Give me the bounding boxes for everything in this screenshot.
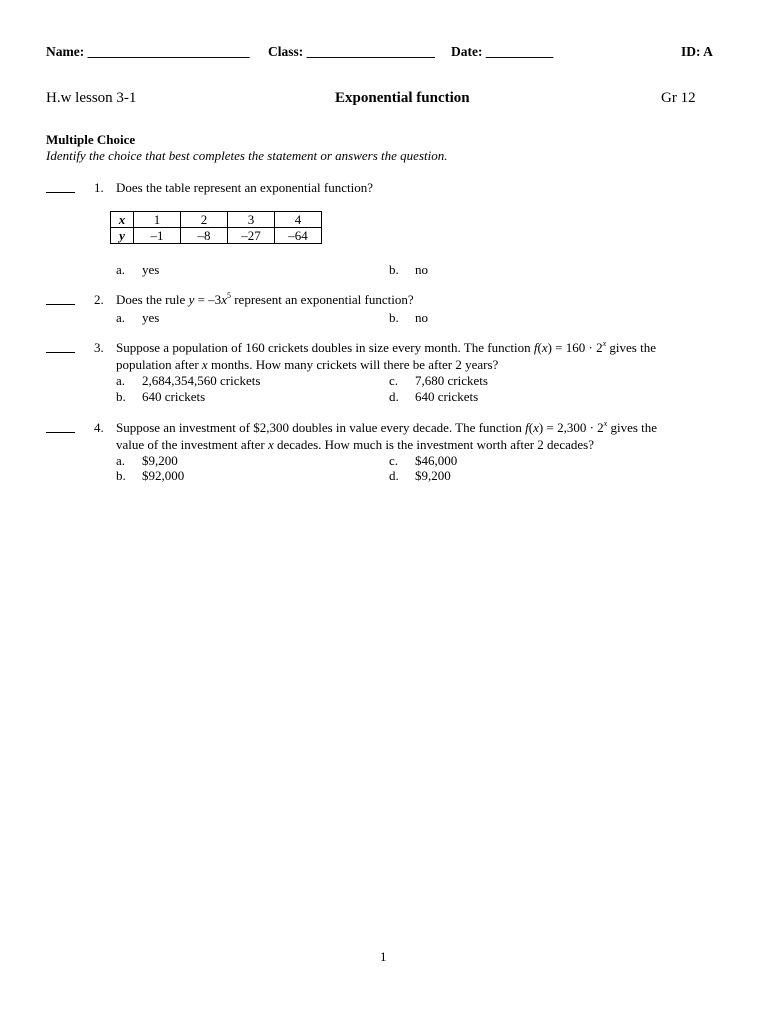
answer-blank-1[interactable] bbox=[46, 191, 75, 193]
page-number: 1 bbox=[380, 949, 387, 964]
choice-letter: a. bbox=[116, 310, 126, 325]
choice-letter: d. bbox=[389, 468, 399, 483]
question-number-3: 3. bbox=[94, 340, 104, 355]
question-text-3 bbox=[116, 340, 656, 356]
choice-letter: a. bbox=[116, 373, 126, 388]
text-segment: decades. How much is the investment worth after 2 decades? bbox=[273, 437, 594, 452]
math-var: y bbox=[188, 292, 195, 307]
lesson-title: H.w lesson 3-1 bbox=[46, 90, 137, 106]
choice-text[interactable]: 7,680 crickets bbox=[415, 373, 488, 388]
question-text-4-line2 bbox=[116, 437, 594, 453]
page-title: Exponential function bbox=[335, 90, 470, 106]
text-segment: represent an exponential function? bbox=[230, 292, 414, 307]
choice-text[interactable]: yes bbox=[142, 262, 160, 277]
choice-letter: c. bbox=[389, 373, 399, 388]
table-cell: –27 bbox=[228, 228, 275, 244]
table-header-x: x bbox=[111, 212, 134, 228]
choice-letter: a. bbox=[116, 262, 126, 277]
text-segment: value of the investment after bbox=[116, 437, 268, 452]
text-segment: Suppose an investment of $2,300 doubles in value every decade. The function bbox=[116, 420, 526, 435]
id-label: ID: A bbox=[681, 44, 713, 59]
choice-text[interactable]: no bbox=[415, 310, 428, 325]
choice-text[interactable]: no bbox=[415, 262, 428, 277]
section-instructions: Identify the choice that best completes the statement or answers the question. bbox=[46, 148, 448, 163]
class-field[interactable]: Class: ___________________ bbox=[268, 44, 435, 59]
answer-blank-4[interactable] bbox=[46, 431, 75, 433]
math-var: x bbox=[541, 340, 548, 355]
math-exponent: x bbox=[603, 418, 608, 428]
choice-text[interactable]: $9,200 bbox=[415, 468, 451, 483]
math-exponent: x bbox=[602, 338, 607, 348]
table-cell: 4 bbox=[275, 212, 322, 228]
choice-letter: b. bbox=[389, 310, 399, 325]
question-number-1: 1. bbox=[94, 180, 104, 195]
section-heading: Multiple Choice bbox=[46, 132, 136, 147]
xy-table bbox=[110, 211, 322, 244]
text-segment: Suppose a population of 160 crickets doubles in size every month. The function bbox=[116, 340, 534, 355]
text-segment: = –3 bbox=[194, 292, 222, 307]
text-segment: gives the bbox=[607, 420, 658, 435]
text-segment: ( bbox=[537, 340, 542, 355]
question-text-4 bbox=[116, 420, 657, 436]
math-var: x bbox=[221, 292, 227, 307]
table-cell: 2 bbox=[181, 212, 228, 228]
answer-blank-3[interactable] bbox=[46, 351, 75, 353]
table-row-y bbox=[111, 228, 322, 244]
text-segment: gives the bbox=[606, 340, 656, 355]
choice-letter: b. bbox=[389, 262, 399, 277]
text-segment: months. How many crickets will there be after 2 years? bbox=[207, 357, 499, 372]
question-number-2: 2. bbox=[94, 292, 104, 307]
table-cell: 1 bbox=[134, 212, 181, 228]
name-field[interactable]: Name: ________________________ bbox=[46, 44, 250, 59]
table-cell: –1 bbox=[134, 228, 181, 244]
choice-letter: b. bbox=[116, 468, 126, 483]
table-header-y: y bbox=[111, 228, 134, 244]
date-field[interactable]: Date: __________ bbox=[451, 44, 554, 59]
text-segment: ) = 160 · 2 bbox=[547, 340, 603, 355]
text-segment: ) = 2,300 · 2 bbox=[538, 420, 604, 435]
table-row-x bbox=[111, 212, 322, 228]
choice-text[interactable]: $9,200 bbox=[142, 453, 178, 468]
choice-letter: c. bbox=[389, 453, 399, 468]
math-var: f bbox=[533, 340, 538, 355]
math-var: x bbox=[267, 437, 274, 452]
answer-blank-2[interactable] bbox=[46, 303, 75, 305]
choice-letter: d. bbox=[389, 389, 399, 404]
text-segment: Does the rule bbox=[116, 292, 189, 307]
choice-text[interactable]: $92,000 bbox=[142, 468, 185, 483]
math-exponent: 5 bbox=[226, 290, 231, 300]
table-cell: –64 bbox=[275, 228, 322, 244]
text-segment: ( bbox=[528, 420, 534, 435]
text-segment: population after bbox=[116, 357, 202, 372]
choice-text[interactable]: yes bbox=[142, 310, 160, 325]
table-cell: –8 bbox=[181, 228, 228, 244]
question-text-1: Does the table represent an exponential function? bbox=[116, 180, 374, 195]
table-cell: 3 bbox=[228, 212, 275, 228]
grade-label: Gr 12 bbox=[661, 90, 696, 106]
choice-letter: a. bbox=[116, 453, 126, 468]
choice-text[interactable]: 640 crickets bbox=[415, 389, 479, 404]
question-text-3-line2 bbox=[116, 357, 498, 373]
choice-text[interactable]: $46,000 bbox=[415, 453, 458, 468]
choice-text[interactable]: 640 crickets bbox=[142, 389, 206, 404]
choice-letter: b. bbox=[116, 389, 126, 404]
math-var: x bbox=[533, 420, 539, 435]
question-number-4: 4. bbox=[94, 420, 104, 435]
math-var: f bbox=[525, 420, 529, 435]
question-text-2 bbox=[116, 292, 414, 308]
choice-text[interactable]: 2,684,354,560 crickets bbox=[142, 373, 261, 388]
math-var: x bbox=[201, 357, 208, 372]
